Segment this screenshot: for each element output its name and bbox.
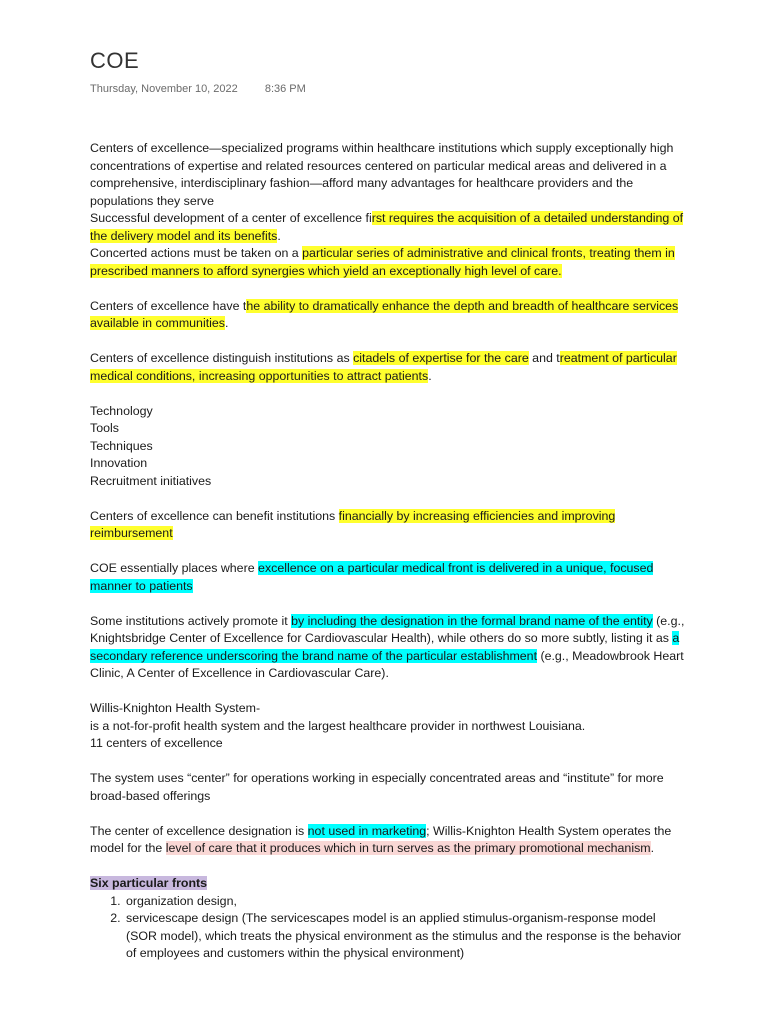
list-line: Innovation	[90, 456, 148, 470]
text-run: COE essentially places where	[90, 561, 259, 575]
spacer	[90, 490, 690, 508]
text-run: Centers of excellence distinguish institutions as	[90, 351, 354, 365]
paragraph-financial	[90, 508, 690, 543]
fronts-list-item: 2. servicescape design (The servicescapes model is an applied stimulus-organism-response model (SOR model), which treats the physical environment as the stimulus and the response is the behavior of employees and customers within the physical environment)	[124, 910, 690, 963]
text-run: .	[224, 316, 229, 330]
list-line: Recruitment initiatives	[90, 473, 212, 488]
fronts-list-item: 1. organization design,	[124, 893, 690, 911]
text-run: (e.g., Knightsbridge Center of Excellence for Cardiovascular Health), while others do so more subtly, listing it as	[90, 613, 685, 645]
paragraph-willis-count: 11 centers of excellence	[90, 736, 223, 750]
highlight-yellow: particular series of administrative and clinical fronts, treating them in prescribed manners to afford synergies which yield an exceptionally high level of care.	[90, 246, 675, 278]
highlight-yellow: he ability to dramatically enhance the depth and breadth of healthcare services available in communities	[90, 298, 679, 330]
text-run: (e.g., Meadowbrook Heart Clinic, A Center of Excellence in Cardiovascular Care).	[90, 648, 684, 680]
spacer	[90, 753, 690, 771]
fronts-heading-line	[90, 875, 690, 893]
spacer	[90, 333, 690, 351]
spacer	[90, 543, 690, 561]
highlight-cyan: excellence on a particular medical front is delivered in a unique, focused manner to patients	[90, 561, 654, 593]
spacer	[90, 858, 690, 876]
paragraph-ability	[90, 298, 690, 333]
text-run: Successful development of a center of excellence fi	[90, 211, 372, 225]
highlight-cyan: not used in marketing	[307, 823, 427, 838]
text-run: .	[428, 368, 432, 383]
list-line: Technology	[90, 403, 153, 418]
paragraph-citadels	[90, 350, 690, 385]
spacer	[90, 683, 690, 701]
highlight-yellow: citadels of expertise for the care	[353, 351, 529, 365]
list-line: Techniques	[90, 438, 153, 453]
spacer	[90, 805, 690, 823]
spacer	[90, 595, 690, 613]
highlight-yellow: rst requires the acquisition of a detailed understanding of the delivery model and its benefits	[90, 211, 684, 243]
note-date: Thursday, November 10, 2022	[90, 83, 238, 95]
note-time: 8:36 PM	[264, 83, 306, 95]
paragraph-marketing	[90, 823, 690, 858]
text-run: Some institutions actively promote it	[90, 613, 292, 628]
text-run: Centers of excellence can benefit institutions	[90, 508, 339, 523]
note-timestamp	[90, 83, 306, 95]
highlight-yellow: financially by increasing efficiencies and improving reimbursement	[90, 508, 616, 540]
text-run: ; Willis-Knighton Health System operates the model for the	[90, 823, 672, 855]
note-body[interactable]	[90, 140, 690, 963]
page-title: COE	[90, 48, 140, 73]
highlight-cyan: a secondary reference underscoring the brand name of the particular establishment	[90, 631, 680, 663]
spacer	[90, 385, 690, 403]
text-run: and t	[528, 351, 560, 365]
text-run: The center of excellence designation is	[90, 823, 308, 838]
fronts-list	[90, 893, 690, 963]
paragraph-promote	[90, 613, 690, 683]
highlight-pink: level of care that it produces which in turn serves as the primary promotional mechanism	[165, 841, 651, 855]
paragraph-development	[90, 210, 690, 245]
text-run: Concerted actions must be taken on a	[90, 246, 303, 260]
spacer	[90, 280, 690, 298]
paragraph-concerted	[90, 245, 690, 280]
paragraph-intro: Centers of excellence—specialized programs within healthcare institutions which supply exceptionally high concentrations of expertise and related resources centered on particular medical areas and delivered in a comprehensive, interdisciplinary fashion—afford many advantages for healthcare providers and the populations they serve	[90, 141, 674, 208]
paragraph-center-institute: The system uses “center” for operations working in especially concentrated areas and “institute” for more broad-based offerings	[90, 771, 664, 803]
highlight-cyan: by including the designation in the formal brand name of the entity	[291, 613, 653, 628]
text-run: Centers of excellence have t	[90, 298, 247, 313]
text-run: .	[650, 841, 655, 855]
text-run: .	[277, 228, 281, 243]
paragraph-coe-places	[90, 560, 690, 595]
paragraph-willis-desc: is a not-for-profit health system and the largest healthcare provider in northwest Louisiana.	[90, 718, 586, 733]
paragraph-willis-title: Willis-Knighton Health System-	[90, 701, 261, 715]
list-line: Tools	[90, 421, 119, 435]
highlight-yellow: reatment of particular medical conditions, increasing opportunities to attract patients	[90, 351, 677, 383]
fronts-heading: Six particular fronts	[90, 876, 208, 890]
